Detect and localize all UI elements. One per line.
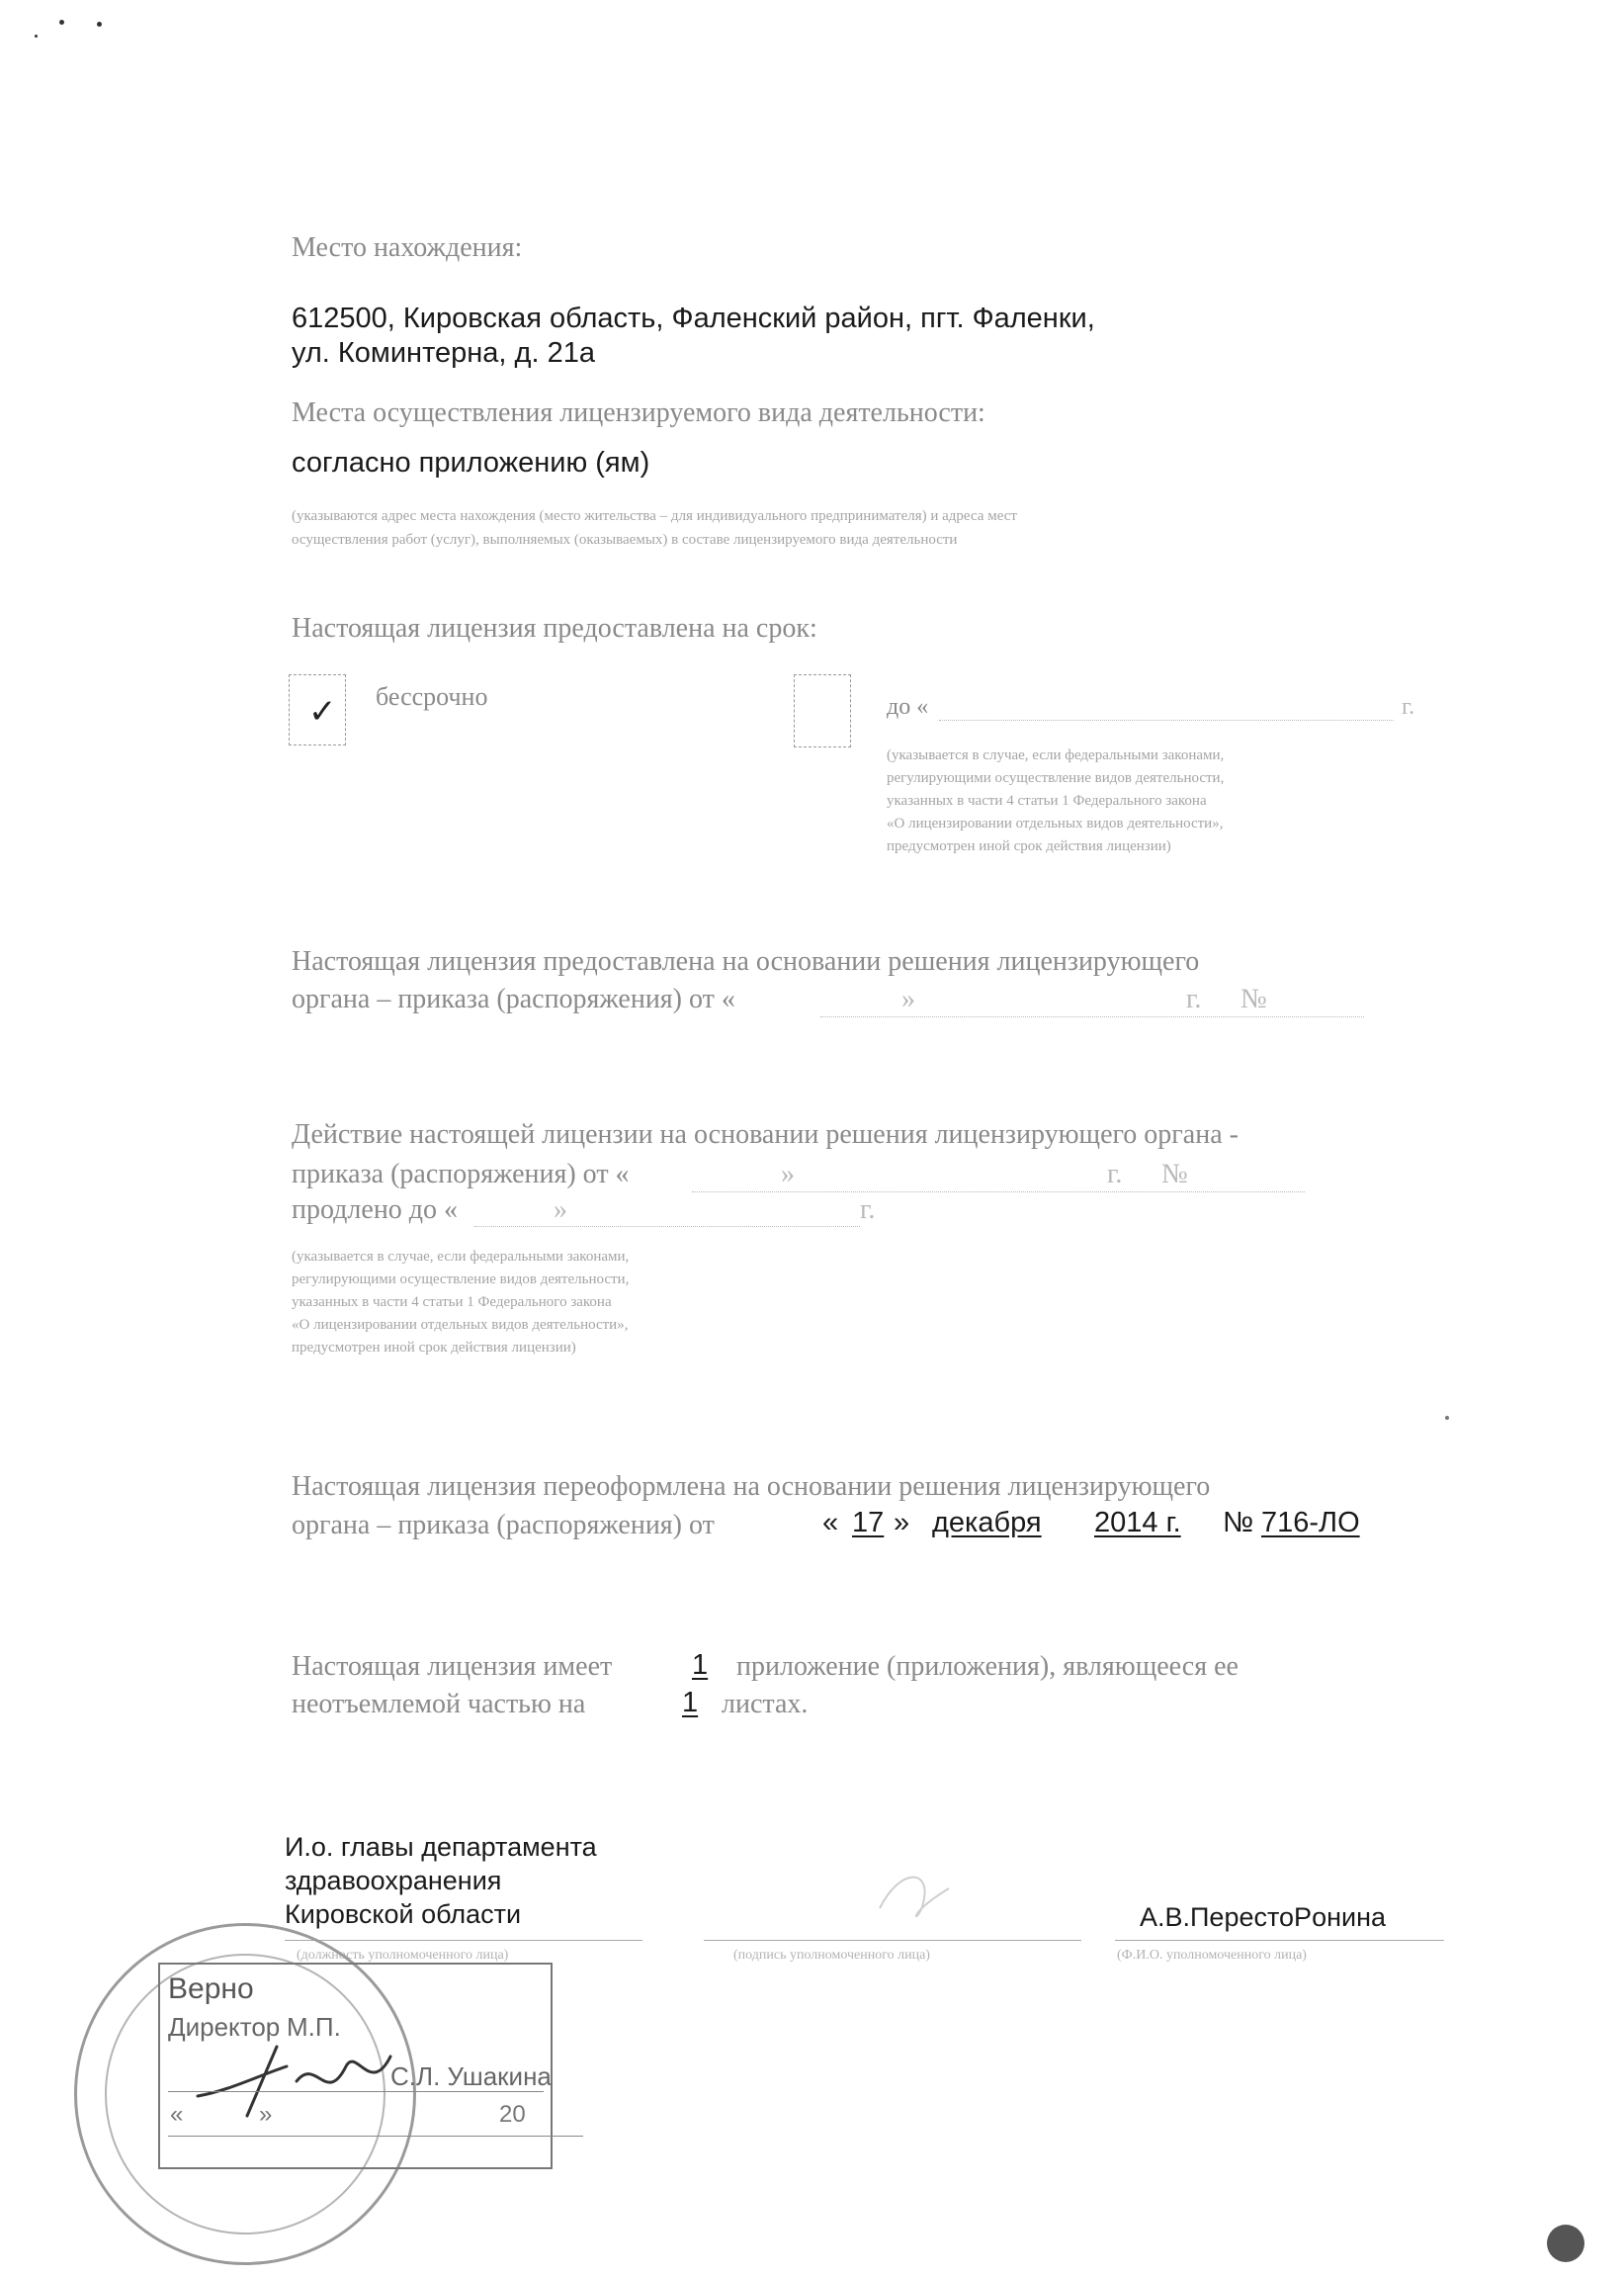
appendix-count: 1 xyxy=(692,1649,709,1681)
term-until-date-line xyxy=(939,720,1394,721)
extension-line2: приказа (распоряжения) от « xyxy=(292,1159,630,1189)
certification-verno: Верно xyxy=(168,1972,254,2005)
signatory-position-line1: И.о. главы департамента xyxy=(285,1832,597,1862)
location-label: Место нахождения: xyxy=(292,232,523,263)
certification-director: Директор xyxy=(168,2012,281,2042)
certification-date-quote-close: » xyxy=(259,2101,273,2128)
scan-speck xyxy=(59,20,64,25)
grant-basis-date-g: г. xyxy=(1186,984,1202,1014)
extension-line2-g: г. xyxy=(1107,1159,1123,1189)
certification-mp: М.П. xyxy=(287,2012,341,2042)
reissue-number: 716-ЛО xyxy=(1261,1507,1360,1538)
activity-places-hint-2: осуществления работ (услуг), выполняемых (оказываемых) в составе лицензируемого вида деятельности xyxy=(292,532,958,548)
extension-note-5: предусмотрен иной срок действия лицензии) xyxy=(292,1340,576,1356)
grant-basis-number-label: № xyxy=(1240,984,1267,1014)
grant-basis-underline xyxy=(820,1016,1364,1017)
caption-signature: (подпись уполномоченного лица) xyxy=(733,1948,930,1963)
location-address-line1: 612500, Кировская область, Фаленский район, пгт. Фаленки, xyxy=(292,303,1095,334)
signatory-position-line2: здравоохранения xyxy=(285,1866,502,1895)
term-note-3: указанных в части 4 статьи 1 Федерального закона xyxy=(887,793,1207,809)
reissue-day: 17 xyxy=(852,1507,885,1538)
appendix-line1-a: Настоящая лицензия имеет xyxy=(292,1651,613,1682)
term-note-4: «О лицензировании отдельных видов деятельности», xyxy=(887,816,1224,832)
certification-year: 20 xyxy=(499,2101,526,2128)
scan-speck xyxy=(1547,2225,1584,2262)
appendix-sheets: 1 xyxy=(682,1687,699,1718)
signatory-position-line xyxy=(285,1940,642,1941)
reissue-month: декабря xyxy=(932,1507,1042,1538)
reissue-number-label: № xyxy=(1223,1507,1254,1538)
director-signature xyxy=(188,2037,405,2126)
extension-note-4: «О лицензировании отдельных видов деятельности», xyxy=(292,1317,629,1333)
term-option-unlimited: бессрочно xyxy=(376,682,488,711)
reissue-line2: органа – приказа (распоряжения) от xyxy=(292,1510,715,1540)
caption-name: (Ф.И.О. уполномоченного лица) xyxy=(1117,1948,1307,1963)
scan-speck xyxy=(35,35,38,38)
extension-note-2: регулирующими осуществление видов деятельности, xyxy=(292,1271,630,1287)
term-note-2: регулирующими осуществление видов деятельности, xyxy=(887,770,1225,786)
signatory-name: А.В.ПерестоPонина xyxy=(1140,1902,1386,1932)
signature-mark xyxy=(870,1859,959,1928)
appendix-line2-a: неотъемлемой частью на xyxy=(292,1689,586,1719)
certification-date-quote: « xyxy=(170,2101,184,2128)
extension-line3-g: г. xyxy=(860,1194,876,1225)
appendix-line2-b: листах. xyxy=(722,1689,809,1719)
term-note-5: предусмотрен иной срок действия лицензии) xyxy=(887,838,1171,854)
activity-places-hint-1: (указываются адрес места нахождения (место жительства – для индивидуального предпринимателя) и адреса мест xyxy=(292,508,1017,524)
grant-basis-line1: Настоящая лицензия предоставлена на основании решения лицензирующего xyxy=(292,946,1200,977)
reissue-line1: Настоящая лицензия переоформлена на основании решения лицензирующего xyxy=(292,1471,1211,1502)
appendix-line1-b: приложение (приложения), являющееся ее xyxy=(736,1651,1239,1682)
reissue-quote-open: « xyxy=(822,1507,839,1538)
term-option-until-end: г. xyxy=(1402,694,1415,720)
caption-position: (должность уполномоченного лица) xyxy=(297,1948,509,1963)
extension-line2-mid: » xyxy=(781,1159,795,1189)
activity-places-label: Места осуществления лицензируемого вида деятельности: xyxy=(292,397,985,428)
extension-line3-underline xyxy=(474,1226,860,1227)
until-checkbox xyxy=(794,674,851,747)
extension-line1: Действие настоящей лицензии на основании решения лицензирующего органа - xyxy=(292,1119,1239,1150)
location-address-line2: ул. Коминтерна, д. 21а xyxy=(292,337,595,369)
reissue-year: 2014 г. xyxy=(1094,1507,1181,1538)
extension-line3: продлено до « xyxy=(292,1194,459,1225)
activity-places-value: согласно приложению (ям) xyxy=(292,447,650,479)
extension-line2-underline xyxy=(692,1191,1305,1192)
scan-speck xyxy=(1445,1416,1449,1420)
scan-speck xyxy=(97,22,102,27)
extension-line3-mid: » xyxy=(554,1194,567,1225)
extension-line2-num: № xyxy=(1161,1159,1188,1189)
signatory-signature-line xyxy=(704,1940,1081,1941)
term-note-1: (указывается в случае, если федеральными законами, xyxy=(887,747,1225,763)
certification-name-line xyxy=(168,2091,544,2092)
check-mark-icon: ✓ xyxy=(308,692,337,732)
term-option-until: до « xyxy=(887,694,929,720)
certification-date-line xyxy=(168,2136,583,2137)
grant-basis-date-mid: » xyxy=(901,984,915,1014)
reissue-quote-close: » xyxy=(894,1507,910,1538)
signatory-position-line3: Кировской области xyxy=(285,1899,522,1929)
grant-basis-line2: органа – приказа (распоряжения) от « xyxy=(292,984,735,1014)
extension-note-1: (указывается в случае, если федеральными законами, xyxy=(292,1249,630,1265)
signatory-name-line xyxy=(1115,1940,1444,1941)
certification-name: С.Л. Ушакина xyxy=(390,2061,552,2091)
term-label: Настоящая лицензия предоставлена на срок: xyxy=(292,613,817,644)
extension-note-3: указанных в части 4 статьи 1 Федерального закона xyxy=(292,1294,612,1310)
